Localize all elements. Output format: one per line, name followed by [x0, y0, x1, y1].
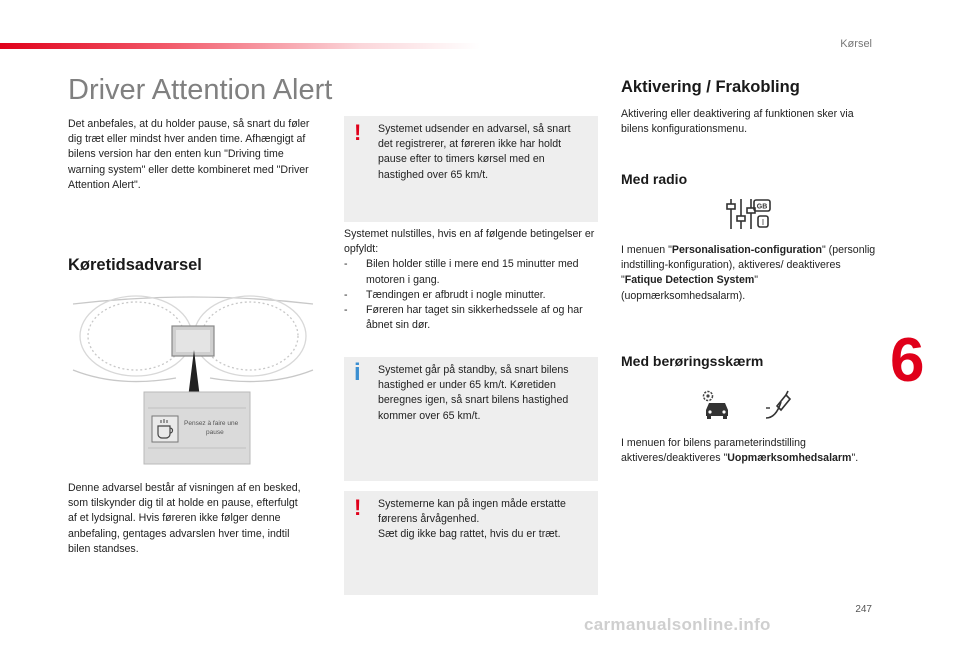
info-box [344, 357, 598, 481]
intro-text: Det anbefales, at du holder pause, så snart du føler dig træt eller mindst hver anden time. Afhængigt af bilens version har den enten kun "Driving time warning system" eller dette kombineret med "Driver Attention Alert". [68, 118, 310, 191]
touch-text-1: I menuen for bilens parameterindstilling aktiveres/deaktiveres " [621, 437, 806, 465]
chapter-tab-number: 6 [890, 326, 925, 395]
dashboard-illustration [68, 292, 318, 472]
warning-box-1 [344, 116, 598, 222]
page-number: 247 [855, 604, 872, 615]
watermark: carmanualsonline.info [584, 615, 771, 634]
section-heading-activation: Aktivering / Frakobling [621, 78, 800, 96]
list-item: - Bilen holder stille i mere end 15 minutter med motoren i gang. [344, 257, 598, 287]
activation-text: Aktivering eller deaktivering af funktionen sker via bilens konfigurationsmenu. [621, 108, 854, 136]
radio-text-1: I menuen " [621, 244, 672, 256]
radio-instructions [621, 243, 876, 304]
koretid-description: Denne advarsel består af visningen af en besked, som tilskynder dig til at holde en pause, efterfulgt af et lydsignal. Hvis føreren ikke følger denne anbefaling, gentages advarslen hver time, indtil bilen standses. [68, 482, 301, 555]
warning-1-text: Systemet udsender en advarsel, så snart det registrerer, at føreren ikke har holdt pause efter to timers kørsel med en hastighed over 65 km/t. [378, 123, 571, 181]
page-title: Driver Attention Alert [68, 74, 333, 106]
warning-2-text [378, 497, 592, 543]
radio-text-3: " (uopmærksomhedsalarm). [621, 274, 759, 302]
reset-intro: Systemet nulstilles, hvis en af følgende betingelser er opfyldt: [344, 228, 595, 256]
radio-text-2: " (personlig indstilling-konfiguration), aktiveres/ deaktiveres " [621, 244, 876, 287]
warning-box-2 [344, 491, 598, 595]
menu-name: Personalisation-configuration [671, 244, 822, 256]
warning-icon: ! [354, 495, 362, 520]
header-accent-bar [0, 43, 480, 49]
setting-name: Uopmærksomhedsalarm [727, 452, 852, 465]
reset-section [344, 227, 598, 333]
warning-icon: ! [354, 120, 362, 145]
list-item: - Føreren har taget sin sikkerhedssele af og har åbnet sin dør. [344, 303, 598, 333]
info-glyph: I [761, 218, 765, 227]
warning-2-line1: Systemerne kan på ingen måde erstatte førerens årvågenhed. [378, 498, 566, 526]
chapter-title: Kørsel [840, 38, 872, 50]
display-message-line2: pause [206, 429, 224, 436]
info-text: Systemet går på standby, så snart bilens hastighed er under 65 km/t. Køretiden beregnes igen, så snart bilens hastighed kommer over 65 km/t. [378, 364, 569, 422]
section-heading-touch: Med berøringsskærm [621, 353, 764, 369]
info-icon: i [354, 359, 361, 386]
section-heading-koretid: Køretidsadvarsel [68, 256, 202, 274]
touch-settings-icon [762, 388, 796, 422]
warning-2-line2: Sæt dig ikke bag rattet, hvis du er træt. [378, 528, 561, 541]
setting-name: Fatique Detection System [624, 274, 755, 287]
list-item: - Tændingen er afbrudt i nogle minutter. [344, 288, 598, 303]
touch-instructions [621, 436, 861, 466]
touch-text-2: ". [851, 452, 859, 465]
language-label: GB [756, 203, 768, 211]
section-heading-radio: Med radio [621, 171, 688, 187]
radio-settings-icon [724, 196, 772, 232]
reset-conditions-list [344, 257, 598, 333]
vehicle-settings-icon [700, 388, 734, 422]
display-message-line1: Pensez à faire une [184, 420, 239, 427]
